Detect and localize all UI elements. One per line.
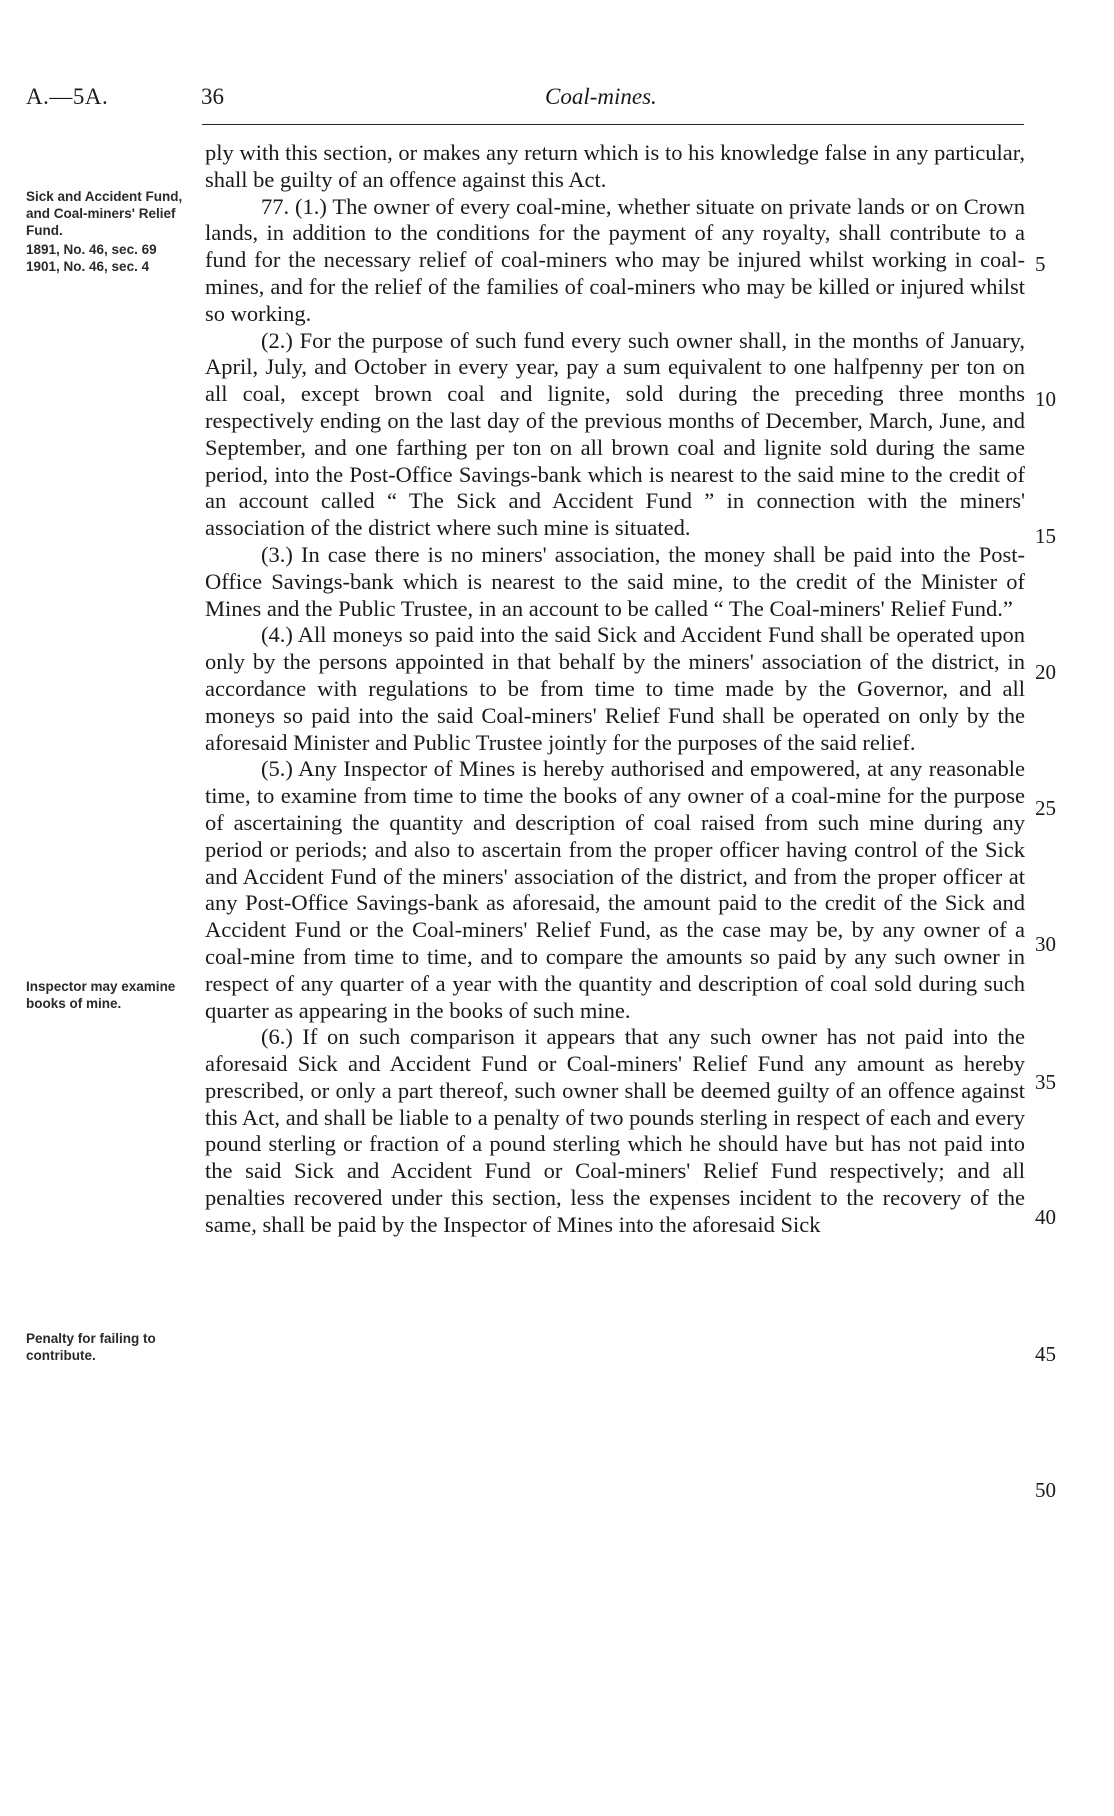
line-number: 50 <box>1035 1478 1056 1502</box>
page-title: Coal-mines. <box>545 84 657 109</box>
margin-note-inspector: Inspector may examine books of mine. <box>26 979 176 1011</box>
section-77-subsection-5: (5.) Any Inspector of Mines is hereby authorised and empowered, at any reasonable time, to examine from time to time the books of any owner of a coal-mine for the purpose of ascertaining the quantity and description of coal raised from such mine during any period or periods; and also to ascertain from the proper officer having control of the Sick and Accident Fund of the miners' association of the district, and from the proper officer at any Post-Office Savings-bank as aforesaid, the amount paid to the credit of the Sick and Accident Fund or the Coal-miners' Relief Fund, as the case may be, by any owner of a coal-mine from time to time, and to compare the amounts so paid by any such owner in respect of any quarter of a year with the quantity and description of coal sold during such quarter as appearing in the books of such mine. <box>205 756 1025 1023</box>
section-77-subsection-3: (3.) In case there is no miners' association, the money shall be paid into the Post-Office Savings-bank which is nearest to the said mine, to the credit of the Minister of Mines and the Public Trustee, in an account to be called “ The Coal-miners' Relief Fund.” <box>205 541 1025 621</box>
margin-note-sick-fund: Sick and Accident Fund, and Coal-miners' Relief Fund. <box>26 189 183 238</box>
paragraph-continuation: ply with this section, or makes any return which is to his knowledge false in any particular, shall be guilty of an offence against this Act. <box>205 140 1025 192</box>
line-number: 40 <box>1035 1205 1056 1229</box>
header-rule <box>202 124 1024 125</box>
body-text <box>205 140 1025 1239</box>
line-number: 20 <box>1035 660 1056 684</box>
section-77-subsection-2: (2.) For the purpose of such fund every such owner shall, in the months of January, April, July, and October in every year, pay a sum equivalent to one halfpenny per ton on all coal, except brown coal and lignite, sold during the preceding three months respectively ending on the last day of the previous months of December, March, June, and September, and one farthing per ton on all brown coal and lignite sold during the same period, into the Post-Office Savings-bank which is nearest to the said mine to the credit of an account called “ The Sick and Accident Fund ” in connection with the miners' association of the district where such mine is situated. <box>205 327 1025 541</box>
line-number: 15 <box>1035 524 1056 548</box>
line-number: 10 <box>1035 387 1056 411</box>
section-77-subsection-4: (4.) All moneys so paid into the said Sick and Accident Fund shall be operated upon only by the persons appointed in that behalf by the miners' association of the district, in accordance with regulations to be from time to time made by the Governor, and all moneys so paid into the said Coal-miners' Relief Fund shall be operated on only by the aforesaid Minister and Public Trustee jointly for the purposes of the said relief. <box>205 622 1025 755</box>
line-number: 30 <box>1035 932 1056 956</box>
page-number: 36 <box>201 84 224 109</box>
section-77-subsection-1: 77. (1.) The owner of every coal-mine, whether situate on private lands or on Crown lands, in addition to the conditions for the payment of any royalty, shall contribute to a fund for the necessary relief of coal-miners who may be injured whilst working in coal-mines, and for the relief of the families of coal-miners who may be killed or injured whilst so working. <box>205 193 1025 326</box>
line-number: 35 <box>1035 1070 1056 1094</box>
line-number: 5 <box>1035 252 1046 276</box>
margin-note-citation-1891: 1891, No. 46, sec. 69 <box>26 242 157 257</box>
margin-note-citation-1901: 1901, No. 46, sec. 4 <box>26 259 150 274</box>
section-77-subsection-6: (6.) If on such comparison it appears that any such owner has not paid into the aforesaid Sick and Accident Fund or Coal-miners' Relief Fund any amount as hereby prescribed, or only a part thereof, such owner shall be deemed guilty of an offence against this Act, and shall be liable to a penalty of two pounds sterling in respect of each and every pound sterling or fraction of a pound sterling which he should have but has not paid into the said Sick and Accident Fund or Coal-miners' Relief Fund respectively; and all penalties recovered under this section, less the expenses incident to the recovery of the same, shall be paid by the Inspector of Mines into the aforesaid Sick <box>205 1024 1025 1237</box>
line-number: 25 <box>1035 796 1056 820</box>
document-reference: A.—5A. <box>26 84 109 109</box>
line-number: 45 <box>1035 1342 1056 1366</box>
margin-note-penalty: Penalty for failing to contribute. <box>26 1331 156 1363</box>
